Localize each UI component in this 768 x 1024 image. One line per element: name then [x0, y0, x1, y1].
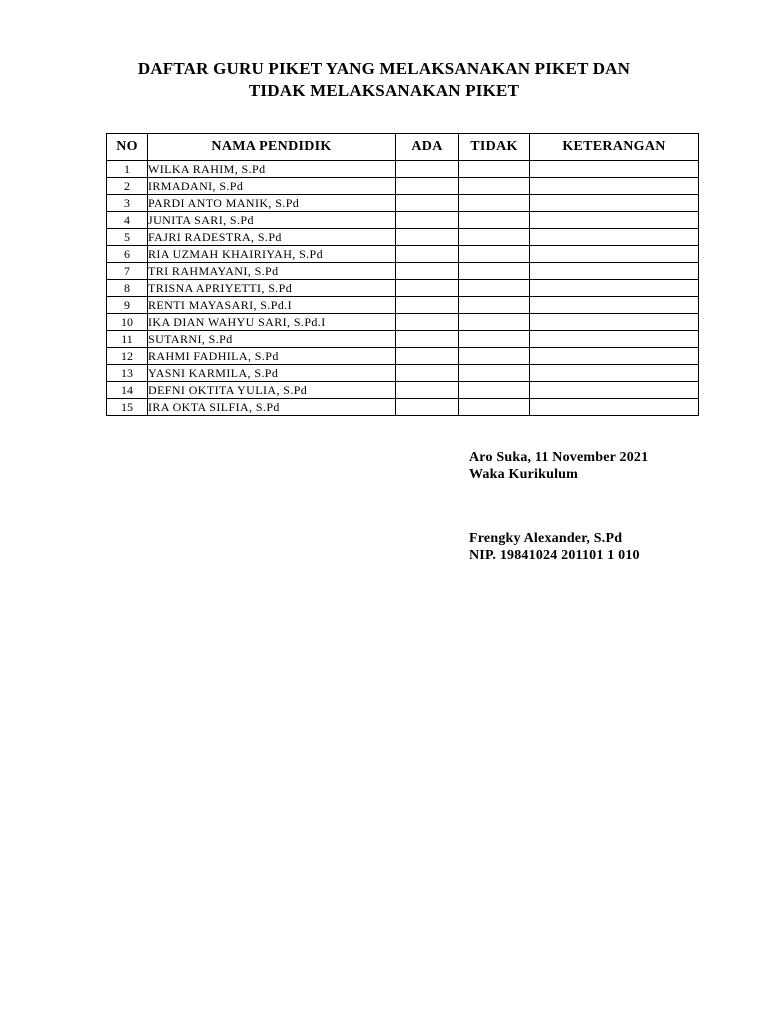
remarks-cell	[530, 246, 699, 263]
table-row	[107, 365, 699, 382]
row-number: 5	[107, 229, 148, 246]
present-cell	[396, 399, 459, 416]
teacher-name: PARDI ANTO MANIK, S.Pd	[148, 195, 396, 212]
absent-cell	[459, 297, 530, 314]
teacher-name: WILKA RAHIM, S.Pd	[148, 161, 396, 178]
teacher-name: DEFNI OKTITA YULIA, S.Pd	[148, 382, 396, 399]
table-header-row	[107, 134, 699, 161]
document-title-line-1: DAFTAR GURU PIKET YANG MELAKSANAKAN PIKET DAN	[137, 59, 631, 78]
present-cell	[396, 263, 459, 280]
remarks-cell	[530, 280, 699, 297]
header-keterangan: KETERANGAN	[530, 134, 699, 161]
absent-cell	[459, 331, 530, 348]
table-row	[107, 399, 699, 416]
header-ada: ADA	[396, 134, 459, 161]
row-number: 14	[107, 382, 148, 399]
remarks-cell	[530, 195, 699, 212]
present-cell	[396, 178, 459, 195]
absent-cell	[459, 382, 530, 399]
teacher-name: TRI RAHMAYANI, S.Pd	[148, 263, 396, 280]
remarks-cell	[530, 382, 699, 399]
remarks-cell	[530, 161, 699, 178]
absent-cell	[459, 365, 530, 382]
present-cell	[396, 212, 459, 229]
row-number: 9	[107, 297, 148, 314]
present-cell	[396, 365, 459, 382]
absent-cell	[459, 195, 530, 212]
absent-cell	[459, 280, 530, 297]
table-row	[107, 382, 699, 399]
table-row	[107, 195, 699, 212]
signature-name: Frengky Alexander, S.Pd	[469, 531, 623, 546]
teacher-name: FAJRI RADESTRA, S.Pd	[148, 229, 396, 246]
present-cell	[396, 382, 459, 399]
present-cell	[396, 297, 459, 314]
teacher-name: SUTARNI, S.Pd	[148, 331, 396, 348]
present-cell	[396, 314, 459, 331]
row-number: 6	[107, 246, 148, 263]
absent-cell	[459, 263, 530, 280]
table-row	[107, 178, 699, 195]
header-tidak: TIDAK	[459, 134, 530, 161]
remarks-cell	[530, 331, 699, 348]
present-cell	[396, 161, 459, 178]
present-cell	[396, 280, 459, 297]
present-cell	[396, 229, 459, 246]
remarks-cell	[530, 297, 699, 314]
teacher-name: JUNITA SARI, S.Pd	[148, 212, 396, 229]
table-row	[107, 212, 699, 229]
table-row	[107, 280, 699, 297]
table-row	[107, 161, 699, 178]
absent-cell	[459, 399, 530, 416]
remarks-cell	[530, 178, 699, 195]
present-cell	[396, 246, 459, 263]
row-number: 7	[107, 263, 148, 280]
table-row	[107, 229, 699, 246]
teacher-name: TRISNA APRIYETTI, S.Pd	[148, 280, 396, 297]
document-title-line-2: TIDAK MELAKSANAKAN PIKET	[248, 81, 520, 100]
signature-nip: NIP. 19841024 201101 1 010	[469, 548, 640, 563]
row-number: 12	[107, 348, 148, 365]
duty-roster-table	[106, 133, 699, 416]
teacher-name: IRMADANI, S.Pd	[148, 178, 396, 195]
row-number: 8	[107, 280, 148, 297]
remarks-cell	[530, 365, 699, 382]
row-number: 10	[107, 314, 148, 331]
present-cell	[396, 348, 459, 365]
teacher-name: RENTI MAYASARI, S.Pd.I	[148, 297, 396, 314]
absent-cell	[459, 229, 530, 246]
absent-cell	[459, 314, 530, 331]
signature-role: Waka Kurikulum	[469, 467, 579, 482]
header-no: NO	[107, 134, 148, 161]
table-row	[107, 297, 699, 314]
table-row	[107, 348, 699, 365]
absent-cell	[459, 348, 530, 365]
table-row	[107, 331, 699, 348]
row-number: 3	[107, 195, 148, 212]
teacher-name: IKA DIAN WAHYU SARI, S.Pd.I	[148, 314, 396, 331]
table-body	[107, 161, 699, 416]
table-row	[107, 314, 699, 331]
header-name: NAMA PENDIDIK	[148, 134, 396, 161]
absent-cell	[459, 212, 530, 229]
signature-place-date: Aro Suka, 11 November 2021	[469, 450, 649, 465]
row-number: 1	[107, 161, 148, 178]
row-number: 2	[107, 178, 148, 195]
remarks-cell	[530, 229, 699, 246]
absent-cell	[459, 161, 530, 178]
teacher-name: YASNI KARMILA, S.Pd	[148, 365, 396, 382]
remarks-cell	[530, 263, 699, 280]
remarks-cell	[530, 212, 699, 229]
remarks-cell	[530, 314, 699, 331]
present-cell	[396, 195, 459, 212]
remarks-cell	[530, 399, 699, 416]
table-row	[107, 246, 699, 263]
row-number: 15	[107, 399, 148, 416]
teacher-name: RIA UZMAH KHAIRIYAH, S.Pd	[148, 246, 396, 263]
teacher-name: RAHMI FADHILA, S.Pd	[148, 348, 396, 365]
present-cell	[396, 331, 459, 348]
row-number: 13	[107, 365, 148, 382]
remarks-cell	[530, 348, 699, 365]
teacher-name: IRA OKTA SILFIA, S.Pd	[148, 399, 396, 416]
absent-cell	[459, 178, 530, 195]
row-number: 4	[107, 212, 148, 229]
absent-cell	[459, 246, 530, 263]
row-number: 11	[107, 331, 148, 348]
table-row	[107, 263, 699, 280]
